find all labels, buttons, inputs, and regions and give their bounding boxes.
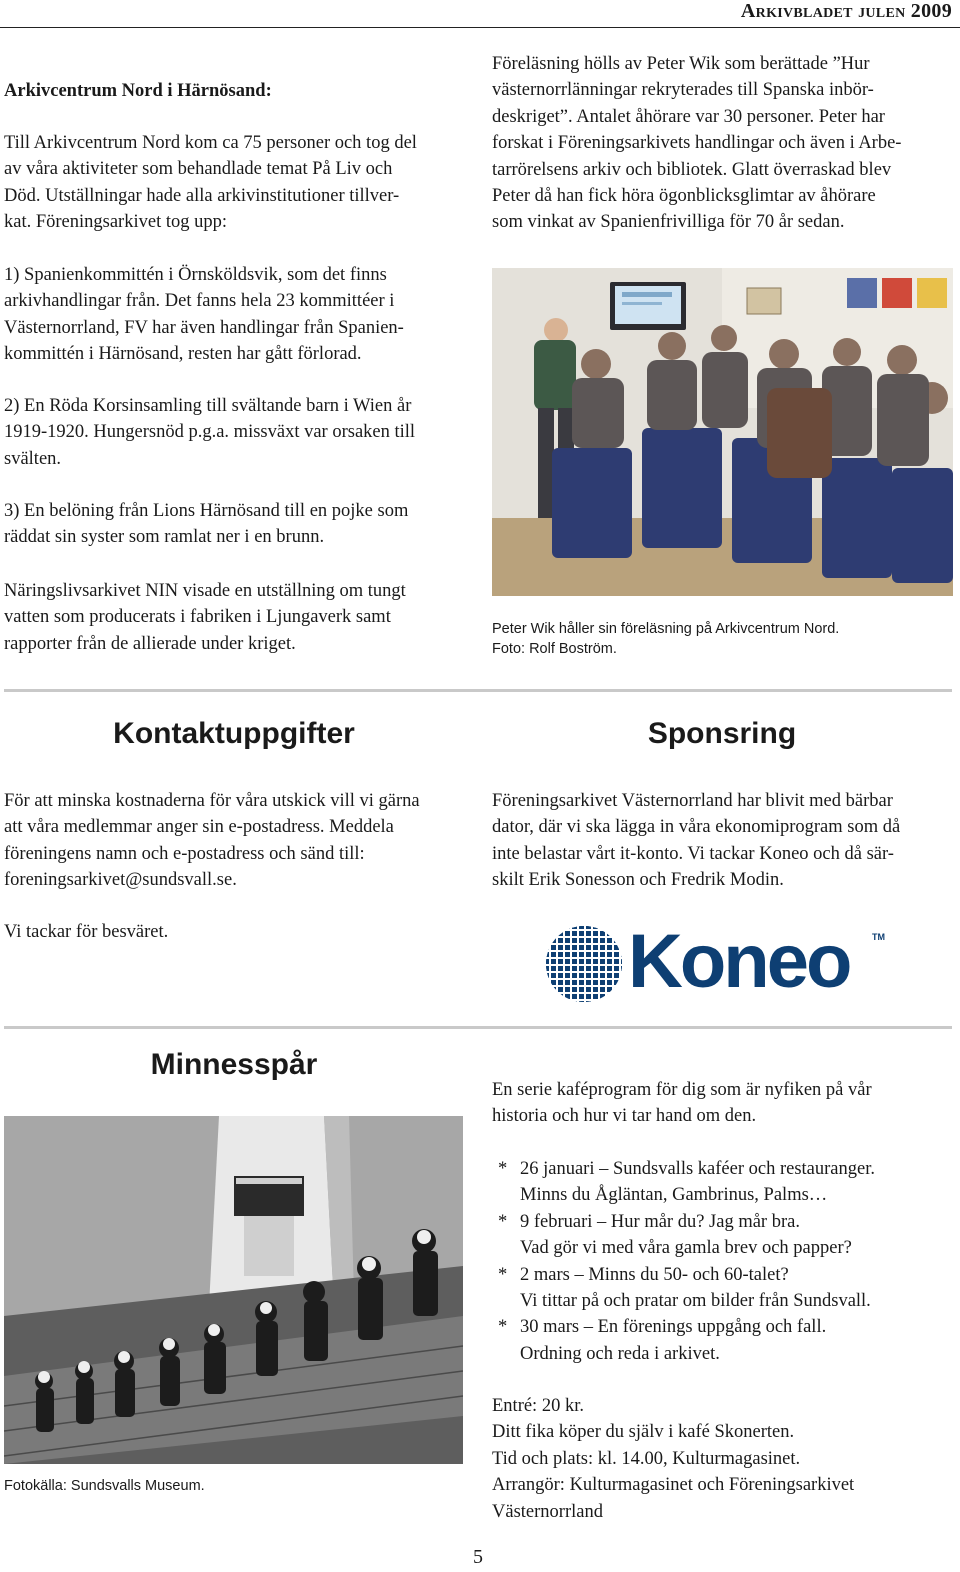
minnesspar-title: Minnesspår: [150, 1048, 318, 1081]
page-number: 5: [473, 1546, 483, 1568]
list-item: * 30 mars – En förenings uppgång och fall. Ordning och reda i arkivet.: [492, 1314, 954, 1367]
program-list: [492, 1156, 954, 1367]
item-3-paragraph: 3) En belöning från Lions Härnösand till en pojke som räddat sin syster som ramlat ner i en brunn.: [4, 501, 409, 548]
running-header: Arkivbladet julen 2009: [740, 0, 952, 22]
koneo-logo-mark: [544, 924, 624, 1004]
event-info: Entré: 20 kr. Ditt fika köper du själv i kafé Skonerten. Tid och plats: kl. 14.00, Kulturmagasinet. Arrangör: Kulturmagasinet och Föreningsarkivet Västernorrland: [492, 1396, 855, 1522]
list-item: * 26 januari – Sundsvalls kaféer och restauranger. Minns du Ågläntan, Gambrinus, Palms…: [492, 1156, 954, 1209]
item-4-paragraph: Näringslivsarkivet NIN visade en utställning om tungt vatten som producerats i fabriken i Ljungaverk samt rapporter från de allierade under kriget.: [4, 581, 406, 654]
koneo-logo: [544, 919, 894, 1004]
bullet-star: *: [498, 1159, 508, 1179]
koneo-logo-text: Koneo: [628, 919, 850, 1004]
lecture-photo-illustration: [492, 268, 953, 596]
historic-photo: [4, 1116, 463, 1464]
bullet-star: *: [498, 1264, 508, 1285]
sponsor-paragraph: Föreningsarkivet Västernorrland har blivit med bärbar dator, där vi ska lägga in våra ekonomiprogram som då inte belastar vårt it-konto. Vi tackar Koneo och då sär- skilt Erik Sonesson och Fredrik Modin.: [492, 791, 901, 891]
historic-photo-caption: Fotokälla: Sundsvalls Museum.: [4, 1478, 205, 1494]
section-heading: Arkivcentrum Nord i Härnösand:: [4, 81, 272, 101]
section-divider: [4, 689, 952, 692]
sponsor-title: Sponsring: [647, 717, 797, 750]
lecture-paragraph: Föreläsning hölls av Peter Wik som berättade ”Hur västernorrlänningar rekryterades till Spanska inbör- deskriget”. Antalet åhörare var 30 personer. Peter har forskat i Föreningsarkivets handlingar och även i Arbe- tarrörelsens arkiv och bibliotek. Glatt överraskad blev Peter då han fick höra ögonblicksglimtar av åhörare som vinkat av Spanienfrivilliga för 70 år sedan.: [492, 54, 902, 233]
contact-title: Kontaktuppgifter: [113, 717, 355, 750]
lecture-photo-caption: Peter Wik håller sin föreläsning på Arkivcentrum Nord. Foto: Rolf Boström.: [492, 621, 840, 657]
bullet-star: *: [498, 1317, 508, 1338]
header-rule: [0, 27, 960, 28]
section-divider-2: [4, 1026, 952, 1029]
minnesspar-intro: En serie kaféprogram för dig som är nyfiken på vår historia och hur vi tar hand om den.: [492, 1080, 872, 1127]
item-2-paragraph: 2) En Röda Korsinsamling till svältande barn i Wien år 1919-1920. Hungersnöd p.g.a. missväxt var orsaken till svälten.: [4, 396, 416, 469]
contact-paragraph: För att minska kostnaderna för våra utskick vill vi gärna att våra medlemmar anger sin e-postadress. Meddela föreningens namn och e-postadress och sänd till: foreningsarkivet@sundsvall.se.: [4, 791, 420, 891]
lecture-photo: [492, 268, 953, 596]
intro-paragraph: Till Arkivcentrum Nord kom ca 75 personer och tog del av våra aktiviteter som behandlade temat På Liv och Död. Utställningar hade alla arkivinstitutioner tillver- kat. Föreningsarkivet tog upp:: [4, 133, 417, 233]
list-item: * 2 mars – Minns du 50- och 60-talet? Vi tittar på och pratar om bilder från Sundsvall.: [492, 1262, 954, 1315]
koneo-trademark: TM: [872, 932, 885, 942]
item-1-paragraph: 1) Spanienkommittén i Örnsköldsvik, som det finns arkivhandlingar från. Det fanns hela 23 kommittéer i Västernorrland, FV har även handlingar från Spanien- kommittén i Härnösand, resten har gått förlorad.: [4, 265, 404, 365]
list-item: * 9 februari – Hur mår du? Jag mår bra. Vad gör vi med våra gamla brev och papper?: [492, 1209, 954, 1262]
historic-photo-illustration: [4, 1116, 463, 1464]
contact-thanks: Vi tackar för besväret.: [4, 922, 169, 942]
bullet-star: *: [498, 1211, 508, 1232]
